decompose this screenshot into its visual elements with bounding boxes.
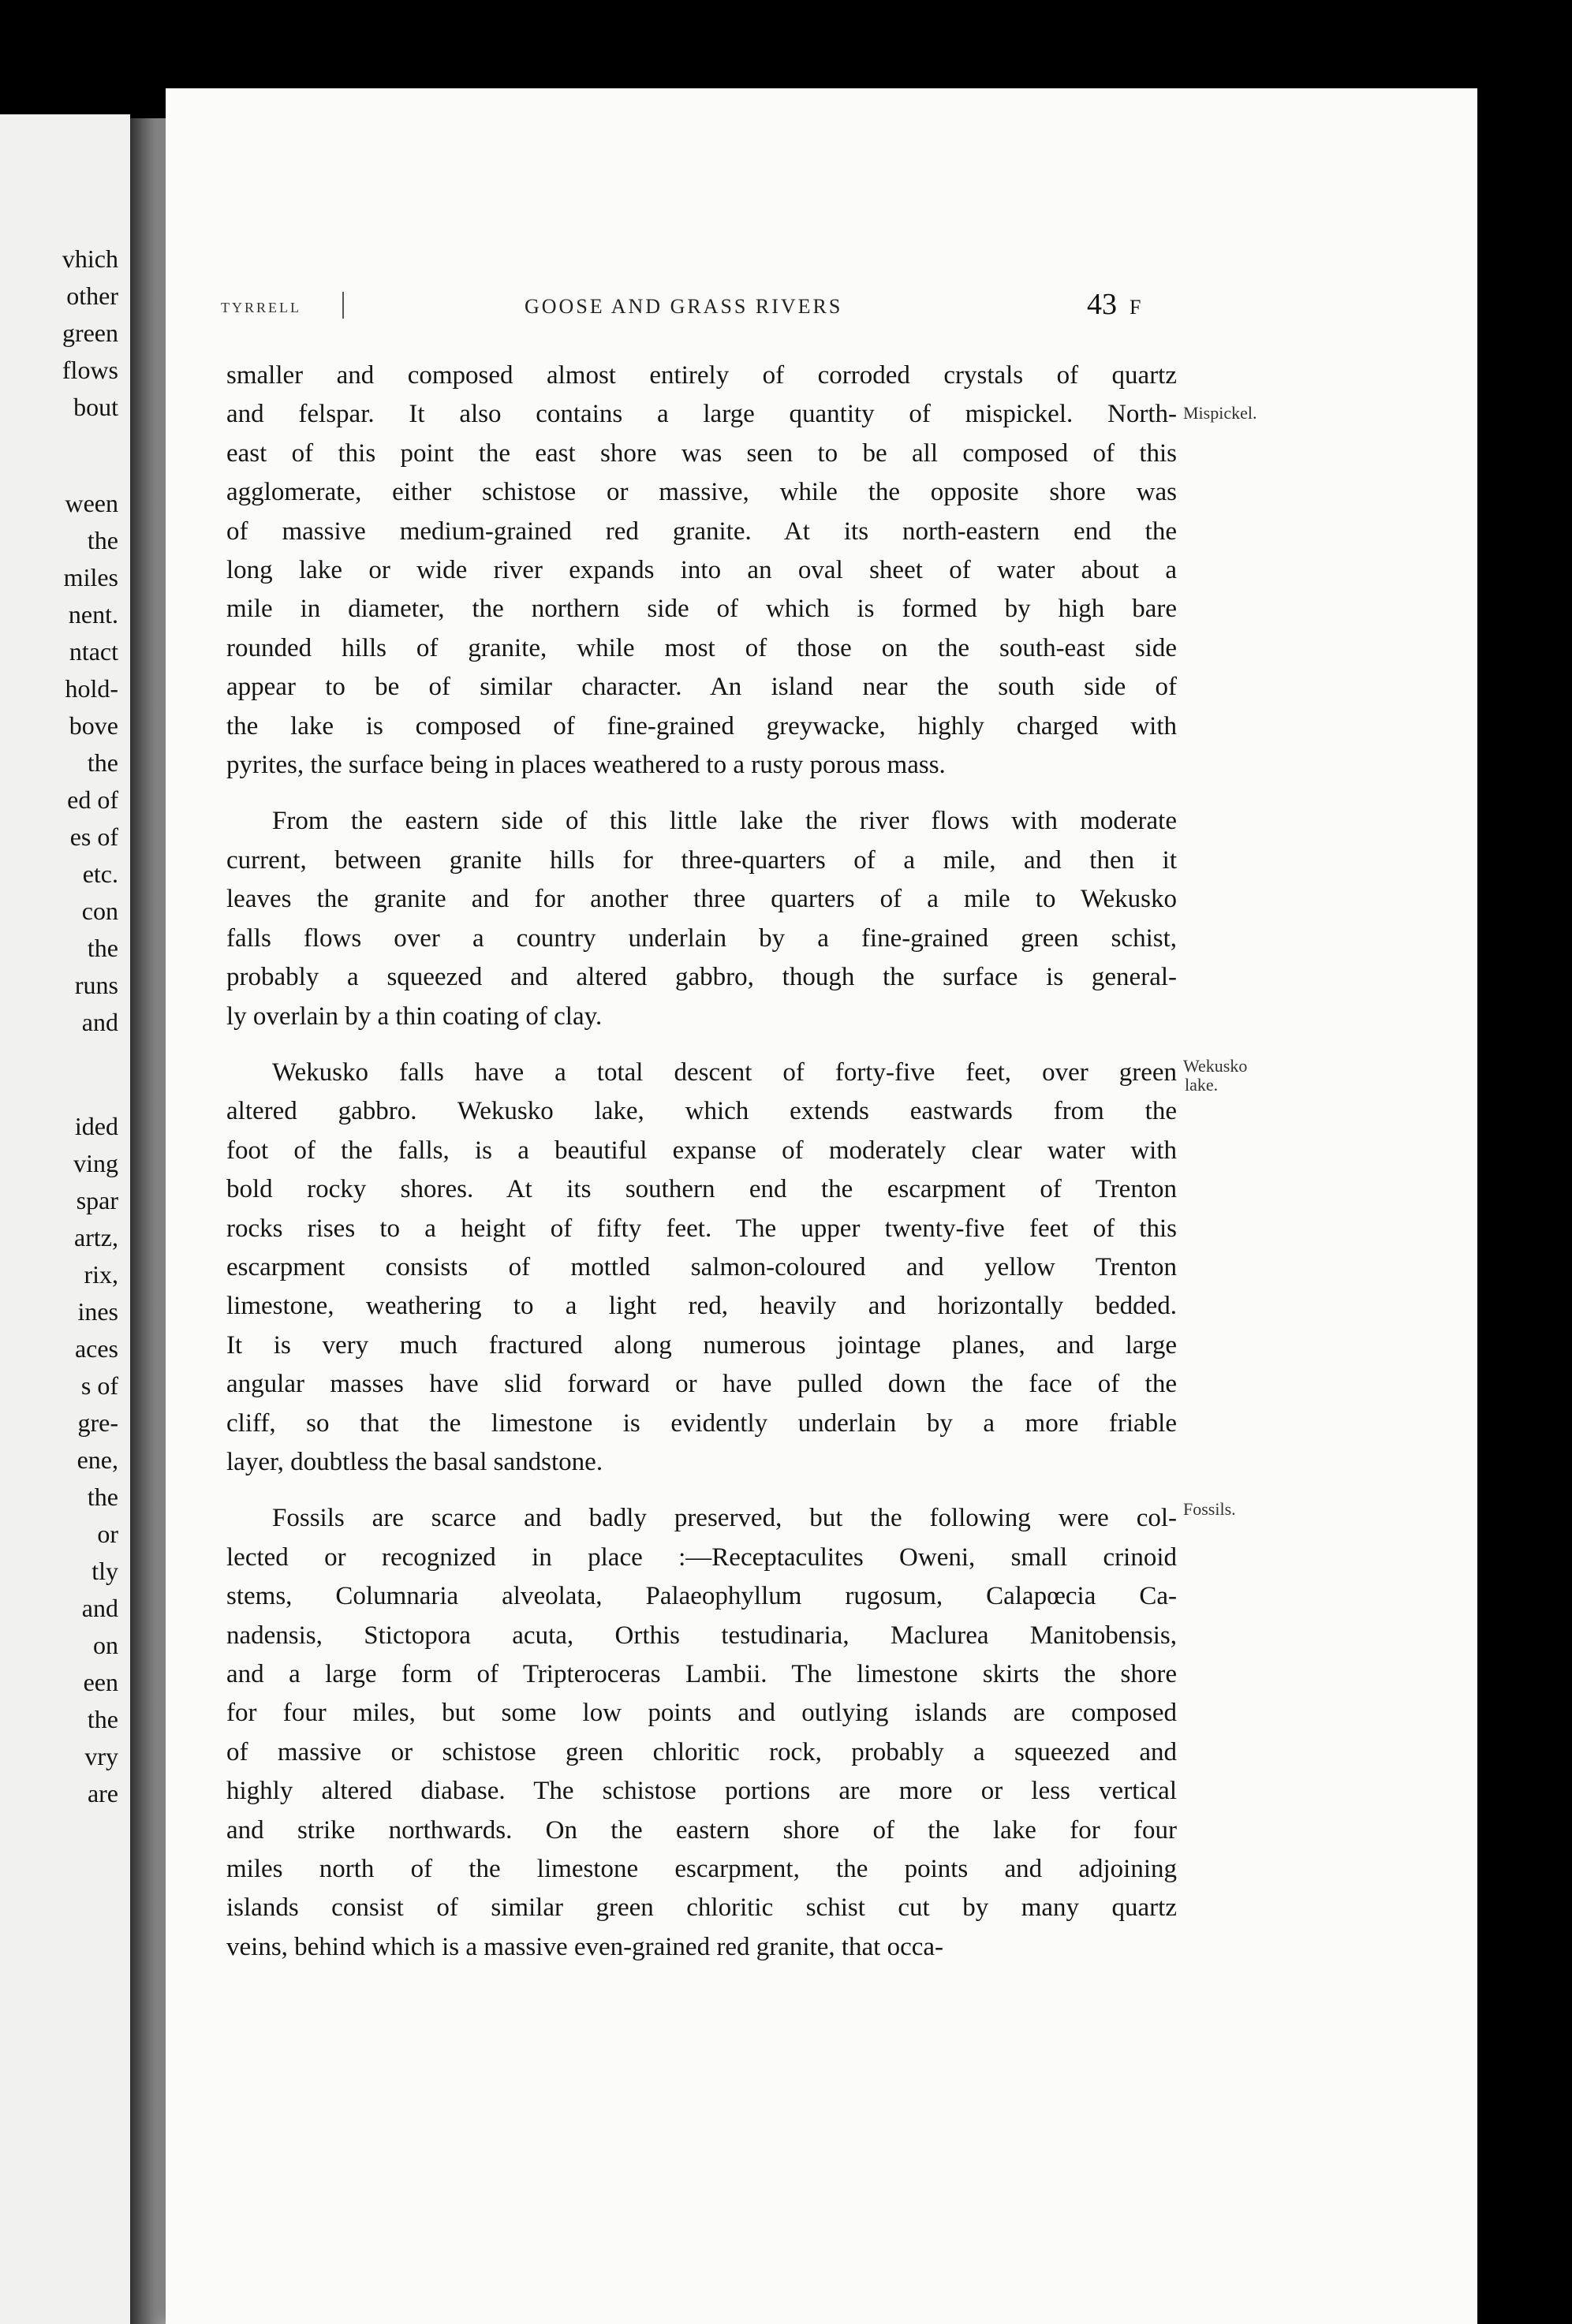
margin-note-wekusko-line-1: Wekusko <box>1183 1056 1248 1076</box>
text-line: limestone, weathering to a light red, heavily and horizontally bedded. <box>226 1292 1177 1321</box>
body-text <box>226 356 1177 1984</box>
text-line: altered gabbro. Wekusko lake, which extends eastwards from the <box>226 1097 1177 1126</box>
previous-page-line: spar <box>76 1186 118 1214</box>
text-line: probably a squeezed and altered gabbro, though the surface is general- <box>226 963 1177 992</box>
text-line: islands consist of similar green chloritic schist cut by many quartz <box>226 1893 1177 1923</box>
previous-page-line: vhich <box>62 244 118 273</box>
previous-page-line: the <box>87 748 118 777</box>
previous-page-line: s of <box>80 1371 118 1400</box>
header-title: GOOSE AND GRASS RIVERS <box>525 295 843 318</box>
text-line: of massive or schistose green chloritic rock, probably a squeezed and <box>226 1737 1177 1766</box>
previous-page-line: the <box>87 934 118 962</box>
text-line: of massive medium-grained red granite. At its north-eastern end the <box>226 517 1177 546</box>
page-number-suffix: F <box>1130 296 1141 319</box>
text-line: smaller and composed almost entirely of corroded crystals of quartz <box>226 361 1177 390</box>
text-line: rocks rises to a height of fifty feet. The upper twenty-five feet of this <box>226 1214 1177 1243</box>
previous-page-line: een <box>83 1668 118 1696</box>
text-line: lected or recognized in place :—Receptaculites Oweni, small crinoid <box>226 1542 1177 1572</box>
previous-page-line: the <box>87 1705 118 1733</box>
previous-page-line: the <box>87 526 118 554</box>
previous-page-line: bout <box>73 393 118 421</box>
text-line: for four miles, but some low points and outlying islands are composed <box>226 1699 1177 1728</box>
text-line: pyrites, the surface being in places weathered to a rusty porous mass. <box>226 751 946 780</box>
text-line: Fossils are scarce and badly preserved, but the following were col- <box>272 1504 1177 1533</box>
text-line: cliff, so that the limestone is evidently underlain by a more friable <box>226 1408 1177 1438</box>
page-number-value: 43 <box>1087 288 1117 321</box>
text-line: It is very much fractured along numerous jointage planes, and large <box>226 1330 1177 1360</box>
text-line: and strike northwards. On the eastern shore of the lake for four <box>226 1815 1177 1845</box>
text-line: Wekusko falls have a total descent of forty-five feet, over green <box>272 1058 1177 1087</box>
text-line: foot of the falls, is a beautiful expanse of moderately clear water with <box>226 1136 1177 1165</box>
text-line: veins, behind which is a massive even-grained red granite, that occa- <box>226 1932 943 1961</box>
text-line: mile in diameter, the northern side of which is formed by high bare <box>226 595 1177 624</box>
text-line: layer, doubtless the basal sandstone. <box>226 1447 603 1476</box>
margin-note-fossils: Fossils. <box>1183 1499 1236 1519</box>
text-line: long lake or wide river expands into an oval sheet of water about a <box>226 556 1177 585</box>
previous-page <box>0 114 130 2324</box>
margin-note-wekusko-line-2: lake. <box>1185 1075 1219 1095</box>
paragraph <box>226 1054 1177 1482</box>
previous-page-line: artz, <box>74 1223 118 1252</box>
previous-page-line: tly <box>91 1557 118 1585</box>
previous-page-line: vry <box>84 1742 118 1770</box>
text-line: falls flows over a country underlain by a fine-grained green schist, <box>226 923 1177 953</box>
text-line: the lake is composed of fine-grained greywacke, highly charged with <box>226 711 1177 740</box>
previous-page-line: other <box>66 282 118 310</box>
previous-page-line: are <box>87 1779 118 1807</box>
text-line: nadensis, Stictopora acuta, Orthis testudinaria, Maclurea Manitobensis, <box>226 1621 1177 1650</box>
previous-page-line: aces <box>74 1334 118 1363</box>
previous-page-line: and <box>81 1594 118 1622</box>
text-line: highly altered diabase. The schistose portions are more or less vertical <box>226 1777 1177 1806</box>
text-line: current, between granite hills for three-quarters of a mile, and then it <box>226 845 1177 875</box>
previous-page-line: con <box>81 897 118 925</box>
previous-page-line: ene, <box>77 1446 118 1474</box>
previous-page-line: and <box>81 1008 118 1036</box>
text-line: escarpment consists of mottled salmon-coloured and yellow Trenton <box>226 1252 1177 1281</box>
previous-page-line: gre- <box>77 1408 118 1437</box>
paragraph <box>226 1499 1177 1967</box>
text-line: and a large form of Tripteroceras Lambii. The limestone skirts the shore <box>226 1660 1177 1688</box>
text-line: agglomerate, either schistose or massive, while the opposite shore was <box>226 478 1177 507</box>
paragraph <box>226 802 1177 1035</box>
previous-page-line: runs <box>74 971 118 999</box>
previous-page-line: ines <box>77 1297 118 1326</box>
text-line: miles north of the limestone escarpment, the points and adjoining <box>226 1855 1177 1884</box>
previous-page-line: rix, <box>84 1260 118 1289</box>
text-line: rounded hills of granite, while most of those on the south-east side <box>226 633 1177 662</box>
previous-page-line: hold- <box>65 674 118 703</box>
text-line: leaves the granite and for another three quarters of a mile to Wekusko <box>226 885 1177 914</box>
previous-page-line: the <box>87 1483 118 1511</box>
previous-page-line: bove <box>69 711 118 740</box>
text-line: appear to be of similar character. An island near the south side of <box>226 673 1177 702</box>
text-line: bold rocky shores. At its southern end the escarpment of Trenton <box>226 1175 1177 1204</box>
header-author: TYRRELL <box>221 300 301 315</box>
text-line: east of this point the east shore was seen to be all composed of this <box>226 438 1177 468</box>
header-bracket <box>342 292 344 319</box>
text-line: stems, Columnaria alveolata, Palaeophyllum rugosum, Calapœcia Ca- <box>226 1582 1177 1611</box>
previous-page-line: ntact <box>69 637 118 666</box>
previous-page-line: or <box>97 1520 118 1548</box>
previous-page-line: ed of <box>67 785 118 814</box>
paragraph <box>226 356 1177 785</box>
previous-page-line: ided <box>74 1112 118 1140</box>
text-line: ly overlain by a thin coating of clay. <box>226 1002 603 1031</box>
book-page <box>166 88 1477 2324</box>
margin-note-wekusko <box>1183 1057 1247 1095</box>
previous-page-line: on <box>93 1631 118 1659</box>
text-line: angular masses have slid forward or have pulled down the face of the <box>226 1370 1177 1399</box>
previous-page-line: nent. <box>68 600 118 629</box>
running-header <box>166 285 1477 325</box>
previous-page-line: green <box>62 319 118 347</box>
previous-page-line: ving <box>73 1149 118 1177</box>
previous-page-line: es of <box>69 823 118 851</box>
text-line: and felspar. It also contains a large quantity of mispickel. North- <box>226 400 1177 429</box>
margin-note-mispickel: Mispickel. <box>1183 403 1257 423</box>
text-line: From the eastern side of this little lake the river flows with moderate <box>272 807 1177 836</box>
previous-page-line: flows <box>62 356 118 384</box>
previous-page-line: miles <box>63 563 118 591</box>
previous-page-line: ween <box>65 489 118 517</box>
page-number <box>1087 287 1141 322</box>
previous-page-line: etc. <box>82 860 118 888</box>
